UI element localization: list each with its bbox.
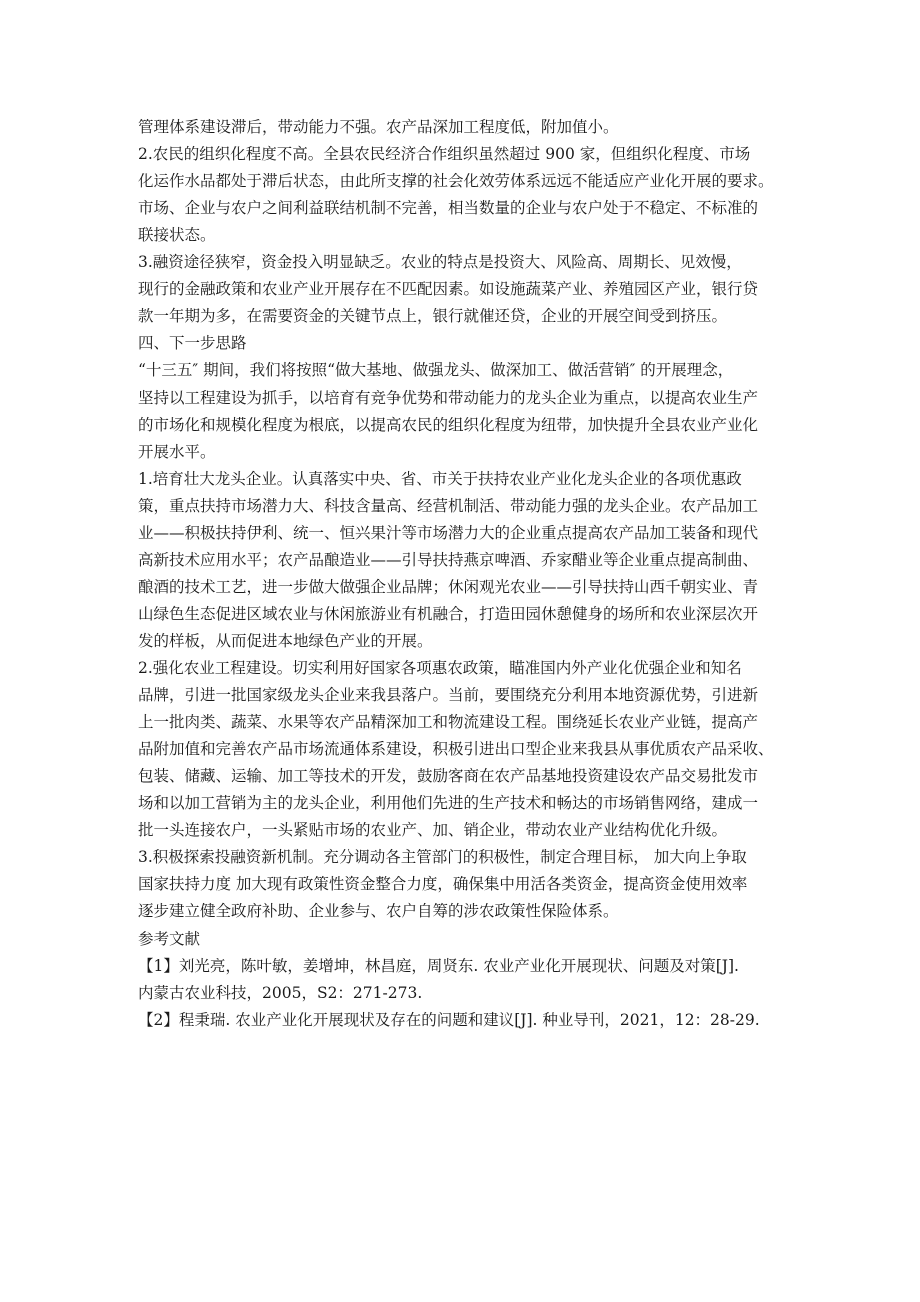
- text-line: 酿酒的技术工艺，进一步做大做强企业品牌；休闲观光农业——引导扶持山西千朝实业、青: [138, 577, 759, 596]
- text-line: 国家扶持力度 加大现有政策性资金整合力度，确保集中用活各类资金，提高资金使用效率: [138, 875, 748, 894]
- text-line: 高新技术应用水平；农产品酿造业——引导扶持燕京啤酒、乔家醋业等企业重点提高制曲、: [138, 550, 759, 569]
- text-line: 参考文献: [138, 929, 201, 948]
- text-line: 的市场化和规模化程度为根底，以提高农民的组织化程度为纽带，加快提升全县农业产业化: [138, 415, 759, 434]
- text-line: 3.融资途径狭窄，资金投入明显缺乏。农业的特点是投资大、风险高、周期长、见效慢，: [138, 253, 742, 272]
- text-line: 场和以加工营销为主的龙头企业，利用他们先进的生产技术和畅达的市场销售网络，建成一: [138, 794, 759, 813]
- text-line: 2.农民的组织化程度不高。全县农民经济合作组织虽然超过 900 家，但组织化程度、市场: [138, 145, 751, 164]
- text-line: 款一年期为多，在需要资金的关键节点上，银行就催还贷，企业的开展空间受到挤压。: [138, 307, 728, 326]
- text-line: 3.积极探索投融资新机制。充分调动各主管部门的积极性，制定合理目标， 加大向上争取: [138, 848, 747, 867]
- text-line: 坚持以工程建设为抓手，以培育有竞争优势和带动能力的龙头企业为重点，以提高农业生产: [138, 388, 759, 407]
- text-line: 批一头连接农户，一头紧贴市场的农业产、加、销企业，带动农业产业结构优化升级。: [138, 821, 728, 840]
- text-line: 品牌，引进一批国家级龙头企业来我县落户。当前，要围绕充分利用本地资源优势，引进新: [138, 686, 759, 705]
- text-line: 山绿色生态促进区域农业与休闲旅游业有机融合，打造田园休憩健身的场所和农业深层次开: [138, 604, 759, 623]
- text-line: 化运作水品都处于滞后状态，由此所支撑的社会化效劳体系远远不能适应产业化开展的要求。: [138, 172, 774, 191]
- text-line: 联接状态。: [138, 226, 216, 245]
- text-line: 发的样板，从而促进本地绿色产业的开展。: [138, 631, 433, 650]
- text-line: 包装、储藏、运输、加工等技术的开发，鼓励客商在农产品基地投资建设农产品交易批发市: [138, 767, 759, 786]
- text-line: 品附加值和完善农产品市场流通体系建设，积极引进出口型企业来我县从事优质农产品采收、: [138, 740, 774, 759]
- text-line: 逐步建立健全政府补助、企业参与、农户自筹的涉农政策性保险体系。: [138, 902, 619, 921]
- text-line: 业——积极扶持伊利、统一、恒兴果汁等市场潜力大的企业重点提高农产品加工装备和现代: [138, 523, 759, 542]
- text-line: 2.强化农业工程建设。切实利用好国家各项惠农政策，瞄准国内外产业化优强企业和知名: [138, 659, 742, 677]
- text-line: 现行的金融政策和农业产业开展存在不匹配因素。如设施蔬菜产业、养殖园区产业，银行贷: [138, 280, 759, 299]
- text-line: 上一批肉类、蔬菜、水果等农产品精深加工和物流建设工程。围绕延长农业产业链，提高产: [138, 713, 759, 732]
- text-line: “十三五″ 期间，我们将按照“做大基地、做强龙头、做深加工、做活营销″ 的开展理念，: [138, 361, 734, 380]
- text-line: 【2】程秉瑞. 农业产业化开展现状及存在的问题和建议[J]. 种业导刊，2021，12：28-29.: [138, 1010, 760, 1029]
- text-line: 开展水平。: [138, 442, 216, 461]
- text-line: 策，重点扶持市场潜力大、科技含量高、经营机制活、带动能力强的龙头企业。农产品加工: [138, 496, 759, 515]
- text-line: 管理体系建设滞后，带动能力不强。农产品深加工程度低，附加值小。: [138, 118, 619, 136]
- text-line: 四、下一步思路: [138, 334, 247, 353]
- text-line: 1.培育壮大龙头企业。认真落实中央、省、市关于扶持农业产业化龙头企业的各项优惠政: [138, 469, 742, 488]
- text-line: 内蒙古农业科技，2005，S2：271-273.: [138, 983, 423, 1002]
- text-line: 市场、企业与农户之间利益联结机制不完善，相当数量的企业与农户处于不稳定、不标准的: [138, 199, 759, 218]
- text-line: 【1】刘光亮，陈叶敏，姜增坤，林昌庭，周贤东. 农业产业化开展现状、问题及对策[J].: [138, 956, 739, 975]
